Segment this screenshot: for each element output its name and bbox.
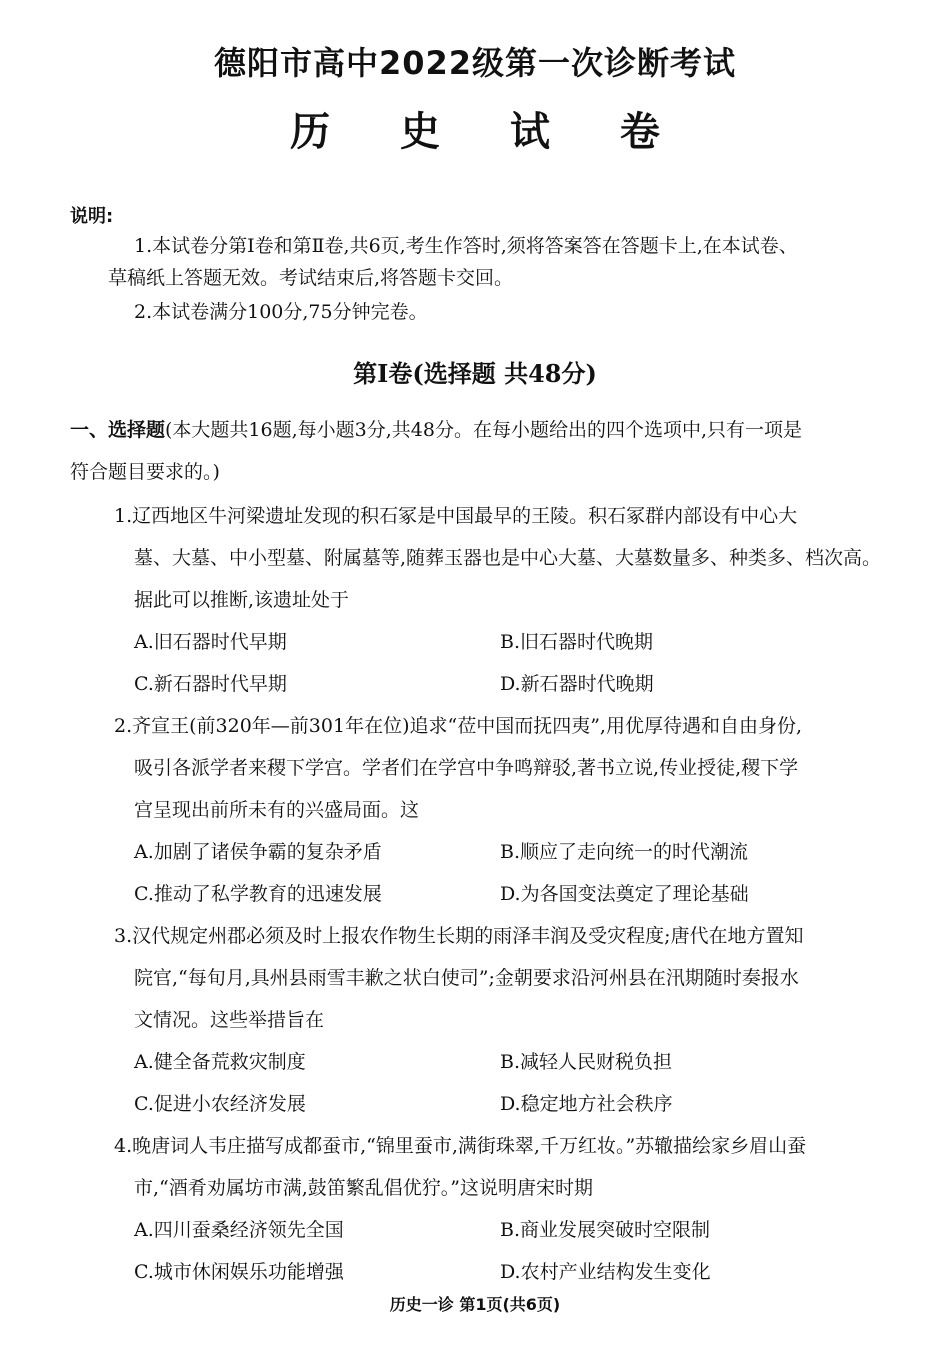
q4-option-c: C.城市休闲娱乐功能增强 <box>134 1261 344 1283</box>
q1-option-a: A.旧石器时代早期 <box>134 631 287 653</box>
part-heading: 一、选择题 <box>70 419 166 441</box>
page-footer: 历史一诊 第1页(共6页) <box>389 1295 561 1314</box>
exam-title: 德阳市高中2022级第一次诊断考试 <box>213 44 737 82</box>
part-instructions-line-2: 符合题目要求的。) <box>70 461 220 483</box>
q3-line-3: 文情况。这些举措旨在 <box>134 1009 325 1031</box>
q2-line-2: 吸引各派学者来稷下学宫。学者们在学宫中争鸣辩驳,著书立说,传业授徒,稷下学 <box>134 757 799 779</box>
q4-option-b: B.商业发展突破时空限制 <box>500 1219 711 1241</box>
subject-title: 历 史 试 卷 <box>290 109 688 155</box>
part-instructions-text: (本大题共16题,每小题3分,共48分。在每小题给出的四个选项中,只有一项是 <box>165 419 802 441</box>
q1-option-d: D.新石器时代晚期 <box>500 673 654 695</box>
q4-option-d: D.农村产业结构发生变化 <box>500 1261 711 1283</box>
q1-option-c: C.新石器时代早期 <box>134 673 287 695</box>
q2-line-1: 2.齐宣王(前320年—前301年在位)追求“莅中国而抚四夷”,用优厚待遇和自由身份, <box>114 715 802 737</box>
q2-option-c: C.推动了私学教育的迅速发展 <box>134 883 382 905</box>
notes-line-3: 2.本试卷满分100分,75分钟完卷。 <box>134 301 428 323</box>
q2-line-3: 宫呈现出前所未有的兴盛局面。这 <box>134 799 420 821</box>
section-title: 第Ⅰ卷(选择题 共48分) <box>353 359 597 388</box>
part-instructions-line-1 <box>70 418 802 442</box>
q3-option-d: D.稳定地方社会秩序 <box>500 1093 673 1115</box>
notes-label: 说明: <box>70 206 114 227</box>
notes-line-1: 1.本试卷分第Ⅰ卷和第Ⅱ卷,共6页,考生作答时,须将答案答在答题卡上,在本试卷、 <box>134 235 798 257</box>
q2-option-a: A.加剧了诸侯争霸的复杂矛盾 <box>134 841 382 863</box>
q3-option-b: B.减轻人民财税负担 <box>500 1051 673 1073</box>
q1-line-3: 据此可以推断,该遗址处于 <box>134 589 350 611</box>
q4-line-1: 4.晚唐词人韦庄描写成都蚕市,“锦里蚕市,满街珠翠,千万红妆。”苏辙描绘家乡眉山蚕 <box>114 1135 807 1157</box>
q4-option-a: A.四川蚕桑经济领先全国 <box>134 1219 344 1241</box>
q1-option-b: B.旧石器时代晚期 <box>500 631 654 653</box>
q3-line-1: 3.汉代规定州郡必须及时上报农作物生长期的雨泽丰润及受灾程度;唐代在地方置知 <box>114 925 804 947</box>
q3-option-c: C.促进小农经济发展 <box>134 1093 306 1115</box>
q3-line-2: 院官,“每旬月,具州县雨雪丰歉之状白使司”;金朝要求沿河州县在汛期随时奏报水 <box>134 967 799 989</box>
q4-line-2: 市,“酒肴劝属坊市满,鼓笛繁乱倡优狞。”这说明唐宋时期 <box>134 1177 594 1199</box>
q2-option-d: D.为各国变法奠定了理论基础 <box>500 883 749 905</box>
q3-option-a: A.健全备荒救灾制度 <box>134 1051 306 1073</box>
q1-line-2: 墓、大墓、中小型墓、附属墓等,随葬玉器也是中心大墓、大墓数量多、种类多、档次高。 <box>134 547 882 569</box>
notes-line-2: 草稿纸上答题无效。考试结束后,将答题卡交回。 <box>108 267 514 289</box>
q2-option-b: B.顺应了走向统一的时代潮流 <box>500 841 749 863</box>
q1-line-1: 1.辽西地区牛河梁遗址发现的积石冢是中国最早的王陵。积石冢群内部设有中心大 <box>114 505 798 527</box>
